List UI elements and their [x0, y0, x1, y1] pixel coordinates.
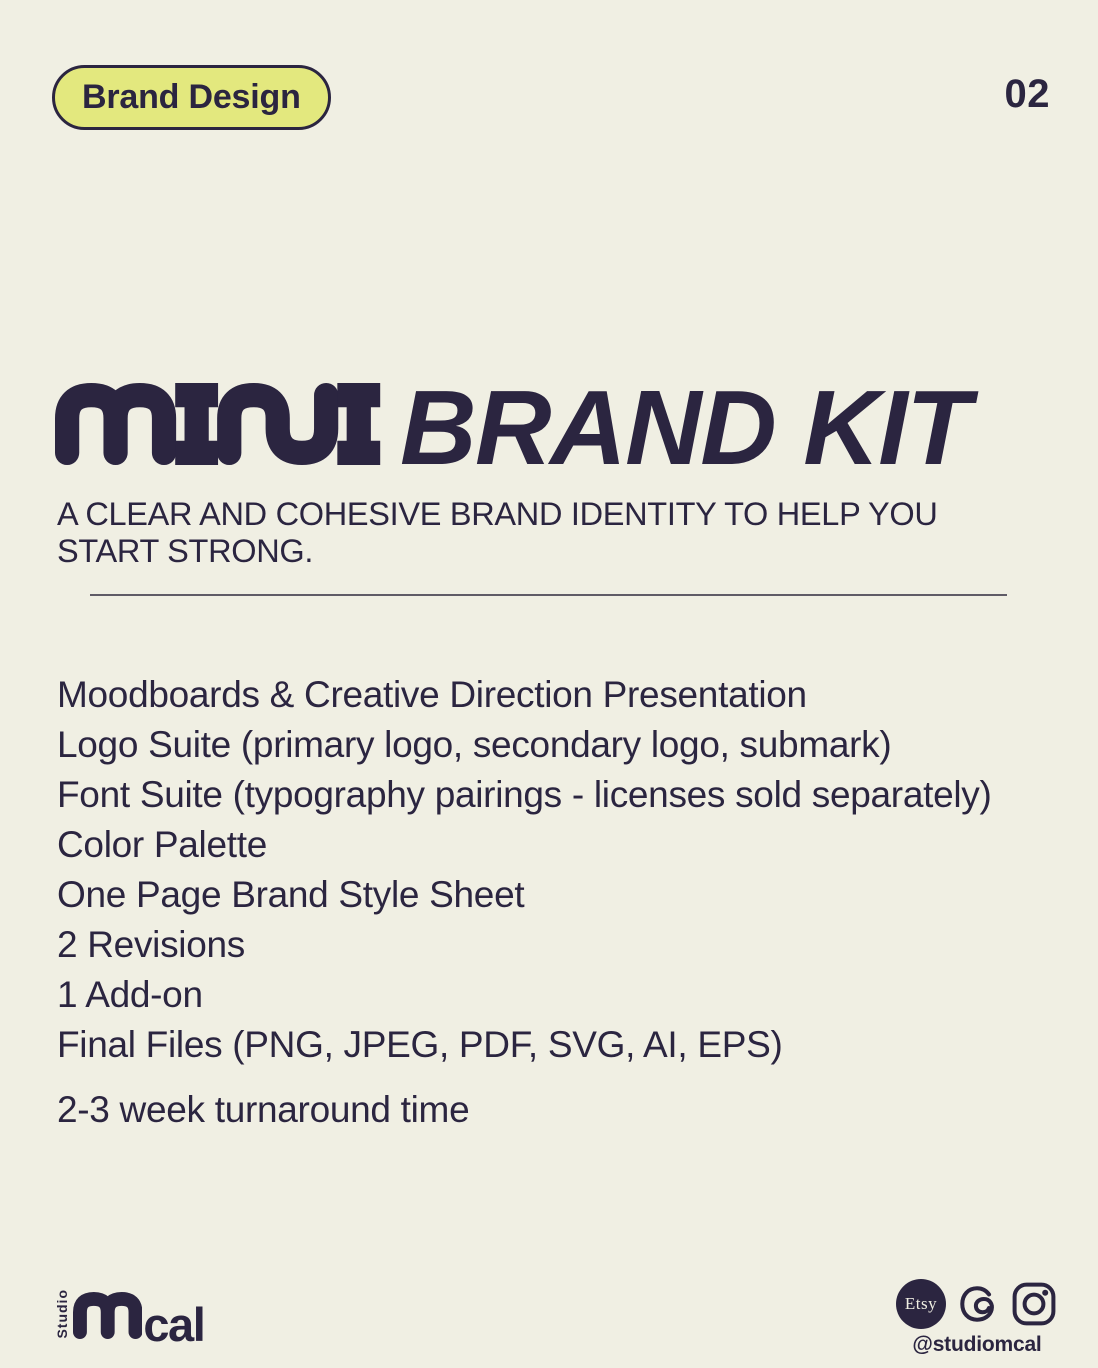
- logo-m-svg: [73, 1292, 142, 1339]
- title-mini-wordmark: [55, 383, 392, 465]
- social-icons-row: [896, 1279, 1058, 1329]
- divider-line: [90, 594, 1007, 596]
- list-item: One Page Brand Style Sheet: [57, 874, 525, 915]
- page-number: 02: [1004, 72, 1050, 116]
- etsy-icon: [896, 1279, 946, 1329]
- logo-m-glyph: [73, 1292, 142, 1339]
- subtitle-line-1: A CLEAR AND COHESIVE BRAND IDENTITY TO HELP YOU: [57, 496, 938, 532]
- category-badge-label: Brand Design: [82, 78, 301, 116]
- list-item: 1 Add-on: [57, 974, 203, 1015]
- list-item: Color Palette: [57, 824, 267, 865]
- studio-mcal-logo: [54, 1289, 205, 1351]
- etsy-icon-label: Etsy: [904, 1294, 938, 1313]
- logo-studio-text: Studio: [54, 1289, 70, 1339]
- subtitle: [57, 496, 938, 569]
- deliverables-list: [57, 670, 992, 1070]
- list-item: Moodboards & Creative Direction Presentation: [57, 674, 807, 715]
- threads-icon: [955, 1281, 1001, 1327]
- list-item: Logo Suite (primary logo, secondary logo, submark): [57, 724, 892, 765]
- social-links: [896, 1279, 1058, 1357]
- instagram-icon: [1010, 1280, 1058, 1328]
- list-item: Font Suite (typography pairings - licenses sold separately): [57, 774, 992, 815]
- mini-wordmark-svg: [55, 383, 392, 465]
- turnaround-note: 2-3 week turnaround time: [57, 1089, 470, 1130]
- list-item: 2 Revisions: [57, 924, 245, 965]
- title-brand-kit: BRAND KIT: [400, 369, 970, 487]
- list-item: Final Files (PNG, JPEG, PDF, SVG, AI, EPS): [57, 1024, 783, 1065]
- social-handle: @studiomcal: [912, 1333, 1042, 1356]
- category-badge: [52, 65, 331, 130]
- logo-cal-text: cal: [143, 1298, 205, 1351]
- subtitle-line-2: START STRONG.: [57, 532, 314, 569]
